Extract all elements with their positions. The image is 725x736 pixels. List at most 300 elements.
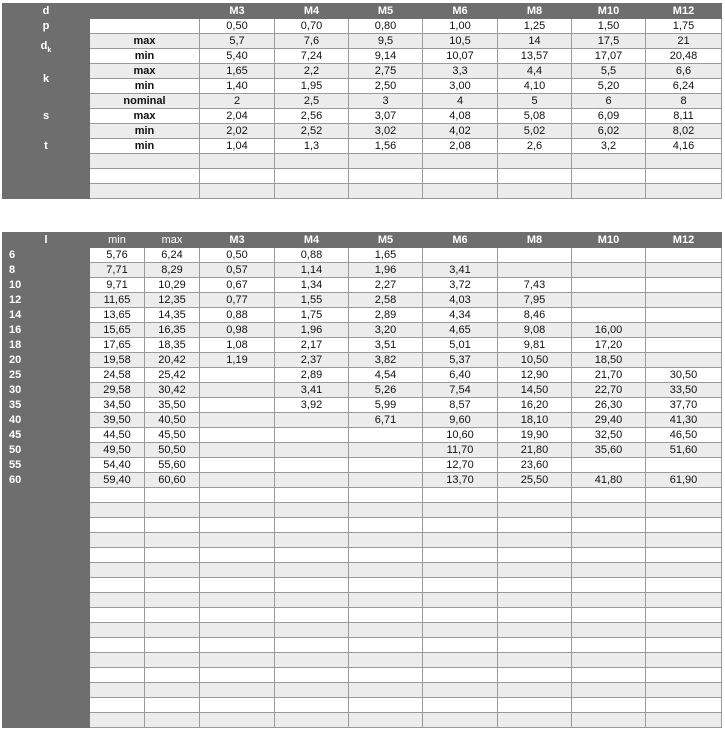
table-cell: 37,70: [646, 398, 722, 413]
empty-row: [3, 548, 722, 563]
length-max: 16,35: [145, 323, 200, 338]
table-cell: 2,27: [349, 278, 423, 293]
table-cell: 1,95: [275, 79, 349, 94]
table-cell: [200, 473, 275, 488]
table-cell: 10,60: [423, 428, 498, 443]
table-cell: [349, 668, 423, 683]
table-cell: [90, 683, 145, 698]
table-cell: [646, 154, 722, 169]
table-cell: [200, 623, 275, 638]
table-cell: 6,71: [349, 413, 423, 428]
table-cell: 3: [349, 94, 423, 109]
table-cell: 4,4: [498, 64, 572, 79]
length-label: 60: [3, 473, 90, 488]
table-cell: 26,30: [572, 398, 646, 413]
empty-row: [3, 593, 722, 608]
table-cell: 1,19: [200, 353, 275, 368]
table-cell: [646, 308, 722, 323]
table-cell: [646, 548, 722, 563]
length-label: 50: [3, 443, 90, 458]
table-cell: [200, 668, 275, 683]
length-label: 30: [3, 383, 90, 398]
table-row: [3, 94, 722, 109]
empty-row: [3, 578, 722, 593]
column-header: M5: [349, 233, 423, 248]
table-cell: [275, 154, 349, 169]
table-cell: 5,26: [349, 383, 423, 398]
table-cell: 5,5: [572, 64, 646, 79]
table-row: [3, 263, 722, 278]
row-sub-label: [90, 19, 200, 34]
table-row: [3, 428, 722, 443]
table-cell: 1,55: [275, 293, 349, 308]
table-cell: [646, 638, 722, 653]
table-cell: [90, 668, 145, 683]
column-header: max: [145, 233, 200, 248]
table-cell: 16,20: [498, 398, 572, 413]
table-cell: 5,20: [572, 79, 646, 94]
table-cell: 2,2: [275, 64, 349, 79]
table-cell: 30,50: [646, 368, 722, 383]
table-row: [3, 109, 722, 124]
length-label: [3, 668, 90, 683]
table-cell: 3,41: [275, 383, 349, 398]
table-cell: [349, 488, 423, 503]
length-min: 19,58: [90, 353, 145, 368]
table-cell: [275, 608, 349, 623]
table-cell: 3,02: [349, 124, 423, 139]
row-group-label: $d_k$: [3, 34, 90, 64]
length-label: 14: [3, 308, 90, 323]
table-cell: [200, 608, 275, 623]
table-cell: [200, 653, 275, 668]
length-min: 49,50: [90, 443, 145, 458]
column-header: M10: [572, 4, 646, 19]
table-cell: [498, 623, 572, 638]
table-cell: [200, 413, 275, 428]
table-row: [3, 338, 722, 353]
table-cell: [90, 593, 145, 608]
column-header: M6: [423, 4, 498, 19]
column-header: l: [3, 233, 90, 248]
empty-row: [3, 608, 722, 623]
table-cell: [145, 548, 200, 563]
table-cell: [349, 473, 423, 488]
table-cell: [349, 713, 423, 728]
table-cell: [349, 533, 423, 548]
table-cell: [498, 169, 572, 184]
table-cell: [90, 563, 145, 578]
length-label: [3, 698, 90, 713]
row-sub-label: min: [90, 49, 200, 64]
table-cell: [498, 653, 572, 668]
table-row: [3, 124, 722, 139]
table-cell: 22,70: [572, 383, 646, 398]
table-cell: [423, 698, 498, 713]
table-cell: [275, 533, 349, 548]
table-cell: [90, 653, 145, 668]
table-cell: 5,99: [349, 398, 423, 413]
table-row: [3, 49, 722, 64]
length-max: 12,35: [145, 293, 200, 308]
table-cell: [572, 563, 646, 578]
table-cell: 1,25: [498, 19, 572, 34]
table-cell: 10,50: [498, 353, 572, 368]
table-cell: [349, 608, 423, 623]
table-cell: [423, 638, 498, 653]
table-cell: 21,80: [498, 443, 572, 458]
length-max: 50,50: [145, 443, 200, 458]
table-cell: [90, 184, 200, 199]
length-min: 24,58: [90, 368, 145, 383]
table-header-row: [3, 4, 722, 19]
length-label: 16: [3, 323, 90, 338]
column-header: M8: [498, 4, 572, 19]
table-cell: 6,40: [423, 368, 498, 383]
table-cell: 4,03: [423, 293, 498, 308]
table-cell: 61,90: [646, 473, 722, 488]
table-cell: [423, 154, 498, 169]
table-cell: 0,98: [200, 323, 275, 338]
table-cell: 2,75: [349, 64, 423, 79]
table-cell: 2,89: [349, 308, 423, 323]
table-cell: 2,02: [200, 124, 275, 139]
table-row: [3, 398, 722, 413]
table-cell: 1,96: [349, 263, 423, 278]
table-cell: 7,6: [275, 34, 349, 49]
table-cell: 1,75: [646, 19, 722, 34]
table-cell: 7,95: [498, 293, 572, 308]
table-cell: [275, 653, 349, 668]
dimensions-table: [2, 3, 722, 199]
length-max: 60,60: [145, 473, 200, 488]
table-cell: [423, 623, 498, 638]
table-cell: [498, 668, 572, 683]
column-header: [90, 4, 200, 19]
table-cell: [275, 458, 349, 473]
table-cell: [275, 518, 349, 533]
table-cell: 9,14: [349, 49, 423, 64]
table-row: [3, 79, 722, 94]
table-cell: [572, 683, 646, 698]
length-label: [3, 713, 90, 728]
table-row: [3, 368, 722, 383]
row-sub-label: nominal: [90, 94, 200, 109]
table-cell: [646, 353, 722, 368]
table-cell: 12,70: [423, 458, 498, 473]
table-cell: [646, 533, 722, 548]
row-sub-label: min: [90, 79, 200, 94]
table-cell: 12,90: [498, 368, 572, 383]
table-cell: [646, 593, 722, 608]
lengths-table: [2, 232, 722, 728]
length-min: 7,71: [90, 263, 145, 278]
table-cell: [349, 653, 423, 668]
table-row: [3, 383, 722, 398]
length-label: 12: [3, 293, 90, 308]
row-group-label: t: [3, 139, 90, 154]
table-cell: 21,70: [572, 368, 646, 383]
table-cell: [90, 533, 145, 548]
table-cell: [145, 578, 200, 593]
table-cell: [498, 683, 572, 698]
table-cell: 2,89: [275, 368, 349, 383]
table-cell: [498, 578, 572, 593]
table-row: [3, 473, 722, 488]
table-cell: 5,40: [200, 49, 275, 64]
table-cell: [200, 698, 275, 713]
table-cell: 2,04: [200, 109, 275, 124]
length-label: [3, 488, 90, 503]
table-cell: 16,00: [572, 323, 646, 338]
column-header: M8: [498, 233, 572, 248]
table-row: [3, 308, 722, 323]
row-sub-label: max: [90, 64, 200, 79]
length-label: 55: [3, 458, 90, 473]
table-cell: 2,08: [423, 139, 498, 154]
length-label: [3, 578, 90, 593]
table-cell: [646, 293, 722, 308]
table-cell: [423, 169, 498, 184]
table-cell: 8,46: [498, 308, 572, 323]
table-cell: [498, 248, 572, 263]
empty-row: [3, 503, 722, 518]
table-cell: [200, 169, 275, 184]
table-cell: [646, 169, 722, 184]
length-max: 20,42: [145, 353, 200, 368]
table-row: [3, 64, 722, 79]
table-cell: [200, 154, 275, 169]
table-cell: [423, 248, 498, 263]
table-cell: [572, 608, 646, 623]
length-min: 29,58: [90, 383, 145, 398]
table-cell: [646, 488, 722, 503]
table-cell: [349, 638, 423, 653]
table-cell: [200, 398, 275, 413]
table-cell: 1,56: [349, 139, 423, 154]
subscript: k: [47, 47, 52, 55]
table-cell: [145, 668, 200, 683]
table-cell: [90, 698, 145, 713]
length-min: 13,65: [90, 308, 145, 323]
table-cell: [572, 248, 646, 263]
table-cell: [572, 169, 646, 184]
length-min: 54,40: [90, 458, 145, 473]
table-cell: [90, 638, 145, 653]
table-cell: [646, 458, 722, 473]
table-cell: 1,34: [275, 278, 349, 293]
table-cell: 17,5: [572, 34, 646, 49]
table-cell: [200, 683, 275, 698]
table-cell: [275, 443, 349, 458]
table-cell: [646, 263, 722, 278]
empty-row: [3, 623, 722, 638]
table-cell: 7,24: [275, 49, 349, 64]
table-cell: [572, 503, 646, 518]
table-cell: 6,24: [646, 79, 722, 94]
table-cell: 2,37: [275, 353, 349, 368]
table-cell: [275, 413, 349, 428]
length-min: 59,40: [90, 473, 145, 488]
length-max: 55,60: [145, 458, 200, 473]
table-cell: [145, 563, 200, 578]
table-cell: 3,00: [423, 79, 498, 94]
table-cell: [200, 443, 275, 458]
row-group-label: p: [3, 19, 90, 34]
table-cell: 5,02: [498, 124, 572, 139]
table-cell: [572, 668, 646, 683]
table-cell: 4,08: [423, 109, 498, 124]
table-cell: 0,70: [275, 19, 349, 34]
table-cell: [275, 563, 349, 578]
table-cell: 0,88: [275, 248, 349, 263]
empty-row: [3, 713, 722, 728]
table-cell: 19,90: [498, 428, 572, 443]
length-label: [3, 518, 90, 533]
table-cell: [646, 698, 722, 713]
table-cell: [498, 548, 572, 563]
row-group-label: [3, 184, 90, 199]
table-cell: [200, 458, 275, 473]
table-cell: 5,08: [498, 109, 572, 124]
table-cell: [423, 503, 498, 518]
table-cell: [200, 428, 275, 443]
table-cell: 2,52: [275, 124, 349, 139]
table-row: [3, 413, 722, 428]
length-max: 45,50: [145, 428, 200, 443]
table-cell: [423, 184, 498, 199]
table-cell: [90, 154, 200, 169]
length-label: 6: [3, 248, 90, 263]
table-cell: 0,80: [349, 19, 423, 34]
table-cell: [572, 578, 646, 593]
table-cell: [498, 563, 572, 578]
table-cell: 9,81: [498, 338, 572, 353]
table-cell: 32,50: [572, 428, 646, 443]
table-cell: [200, 638, 275, 653]
table-cell: [200, 533, 275, 548]
table-cell: [498, 698, 572, 713]
table-cell: [275, 169, 349, 184]
table-cell: 46,50: [646, 428, 722, 443]
table-row: [3, 278, 722, 293]
table-cell: [498, 263, 572, 278]
table-cell: 9,5: [349, 34, 423, 49]
length-max: 8,29: [145, 263, 200, 278]
table-cell: [646, 653, 722, 668]
table-cell: [572, 278, 646, 293]
table-cell: 5,37: [423, 353, 498, 368]
length-label: [3, 608, 90, 623]
table-cell: [423, 518, 498, 533]
table-cell: 4,02: [423, 124, 498, 139]
empty-row: [3, 668, 722, 683]
table-cell: 7,54: [423, 383, 498, 398]
table-header-row: [3, 233, 722, 248]
table-cell: [646, 184, 722, 199]
table-cell: 8: [646, 94, 722, 109]
table-cell: [646, 518, 722, 533]
table-cell: [349, 169, 423, 184]
empty-row: [3, 683, 722, 698]
length-label: 20: [3, 353, 90, 368]
table-cell: 41,30: [646, 413, 722, 428]
table-cell: 2: [200, 94, 275, 109]
table-cell: [200, 593, 275, 608]
length-max: 10,29: [145, 278, 200, 293]
table-cell: [145, 653, 200, 668]
length-label: [3, 653, 90, 668]
length-label: 35: [3, 398, 90, 413]
table-cell: [572, 263, 646, 278]
table-cell: [349, 683, 423, 698]
table-cell: [423, 608, 498, 623]
table-cell: [572, 184, 646, 199]
table-cell: [275, 428, 349, 443]
table-cell: [145, 488, 200, 503]
table-cell: [349, 503, 423, 518]
table-cell: 5,01: [423, 338, 498, 353]
length-label: 10: [3, 278, 90, 293]
length-max: 40,50: [145, 413, 200, 428]
length-max: 35,50: [145, 398, 200, 413]
table-cell: 4,54: [349, 368, 423, 383]
empty-row: [3, 154, 722, 169]
table-cell: [572, 458, 646, 473]
table-cell: [200, 488, 275, 503]
table-cell: [646, 248, 722, 263]
table-cell: 2,50: [349, 79, 423, 94]
column-header: d: [3, 4, 90, 19]
table-cell: 3,20: [349, 323, 423, 338]
table-cell: [572, 623, 646, 638]
table-cell: 7,43: [498, 278, 572, 293]
empty-row: [3, 533, 722, 548]
table-cell: 0,57: [200, 263, 275, 278]
table-cell: 1,14: [275, 263, 349, 278]
table-cell: [572, 293, 646, 308]
table-cell: [572, 593, 646, 608]
length-min: 11,65: [90, 293, 145, 308]
table-cell: 1,96: [275, 323, 349, 338]
table-cell: [572, 518, 646, 533]
table-cell: 1,65: [349, 248, 423, 263]
table-cell: [572, 533, 646, 548]
row-sub-label: min: [90, 124, 200, 139]
table-cell: [349, 184, 423, 199]
table-cell: [200, 383, 275, 398]
table-cell: [349, 458, 423, 473]
length-max: 25,42: [145, 368, 200, 383]
table-cell: [349, 698, 423, 713]
length-label: [3, 533, 90, 548]
table-cell: 1,00: [423, 19, 498, 34]
table-cell: 4,16: [646, 139, 722, 154]
table-cell: [145, 608, 200, 623]
table-cell: [145, 683, 200, 698]
table-cell: 0,50: [200, 248, 275, 263]
table-cell: [145, 518, 200, 533]
table-cell: 1,3: [275, 139, 349, 154]
row-group-label: k: [3, 64, 90, 94]
table-cell: [90, 518, 145, 533]
table-cell: [349, 563, 423, 578]
table-cell: [498, 518, 572, 533]
length-label: 8: [3, 263, 90, 278]
table-cell: [275, 548, 349, 563]
table-cell: [572, 488, 646, 503]
table-cell: [90, 608, 145, 623]
